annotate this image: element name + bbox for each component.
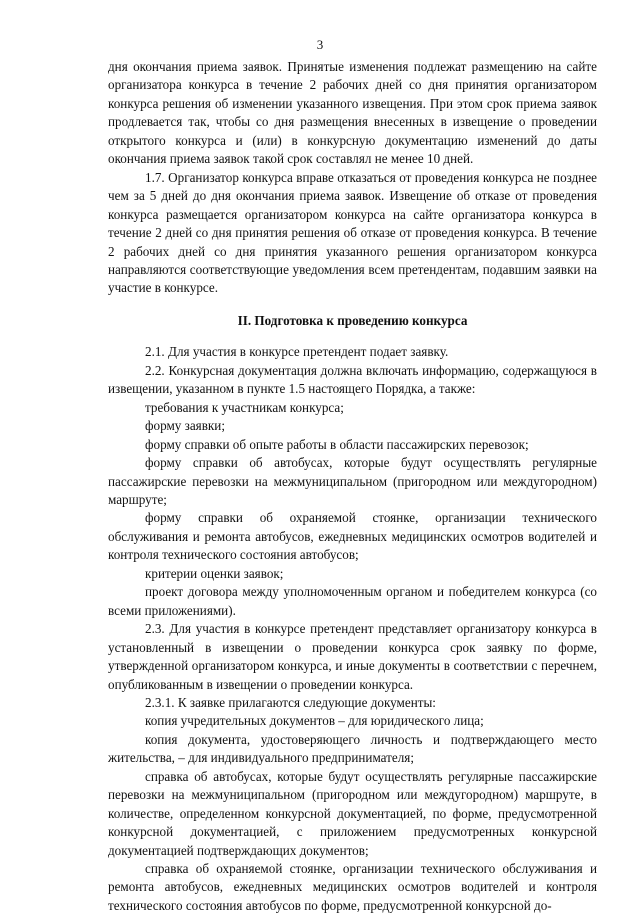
document-body [108,58,597,915]
section-title: II. Подготовка к проведению конкурса [237,312,468,328]
paragraph: дня окончания приема заявок. Принятые изменения подлежат размещению на сайте организатора конкурса в течение 2 рабочих дней со дня принятия организатором конкурса решения об изменении указанного извещения. При этом срок приема заявок продлевается так, чтобы со дня размещения внесенных в извещение о проведении открытого конкурса и (или) в конкурсную документацию изменений до даты окончания приема заявок такой срок составлял не менее 10 дней. [108,59,597,167]
paragraph: 2.3. Для участия в конкурсе претендент представляет организатору конкурса в установленный в извещении о проведении конкурса срок заявку по форме, утвержденной организатором конкурса, и иные документы в соответствии с перечнем, опубликованным в извещении о проведении конкурса. [108,621,597,692]
paragraph: форму заявки; [145,418,225,434]
paragraph: копия учредительных документов – для юридического лица; [145,713,484,729]
paragraphs-before-section [108,58,597,298]
paragraph: справка об автобусах, которые будут осуществлять регулярные пассажирские перевозки на межмуниципальном (пригородном или междугородном) маршруте, в количестве, определенном конкурсной документацией, по форме, предусмотренной конкурсной документацией, с приложением предусмотренных конкурсной документацией подтверждающих документов; [108,768,597,858]
paragraph: 2.2. Конкурсная документация должна включать информацию, содержащуюся в извещении, указанном в пункте 1.5 настоящего Порядка, а также: [108,362,597,397]
paragraph: 2.1. Для участия в конкурсе претендент подает заявку. [145,344,449,360]
paragraph: 2.3.1. К заявке прилагаются следующие документы: [145,694,436,710]
paragraph: копия документа, удостоверяющего личность и подтверждающего место жительства, – для индивидуального предпринимателя; [108,731,597,766]
paragraphs-after-section [108,343,597,915]
paragraph: критерии оценки заявок; [145,565,284,581]
page-number: 3 [316,37,324,52]
paragraph: требования к участникам конкурса; [145,399,344,415]
paragraph: форму справки об охраняемой стоянке, организации технического обслуживания и ремонта автобусов, ежедневных медицинских осмотров водителей и контроля технического состояния автобусов; [108,510,597,563]
paragraph: 1.7. Организатор конкурса вправе отказаться от проведения конкурса не позднее чем за 5 дней до дня окончания приема заявок. Извещение об отказе от проведения конкурса размещается организатором конкурса на сайте организатора конкурса в течение 2 дней со дня принятия решения об отказе от проведения конкурса. В течение 2 рабочих дней со дня принятия указанного решения организатором конкурса направляются соответствующие уведомления всем претендентам, подавшим заявки на участие в конкурсе. [108,169,597,296]
paragraph: форму справки об опыте работы в области пассажирских перевозок; [145,436,529,452]
paragraph: форму справки об автобусах, которые будут осуществлять регулярные пассажирские перевозки на межмуниципальном (пригородном или междугородном) маршруте; [108,455,597,507]
paragraph: справка об охраняемой стоянке, организации технического обслуживания и ремонта автобусов, ежедневных медицинских осмотров водителей и контроля технического состояния автобусов по форме, предусмотренной конкурсной до- [108,861,597,913]
paragraph: проект договора между уполномоченным органом и победителем конкурса (со всеми приложениями). [108,584,597,618]
